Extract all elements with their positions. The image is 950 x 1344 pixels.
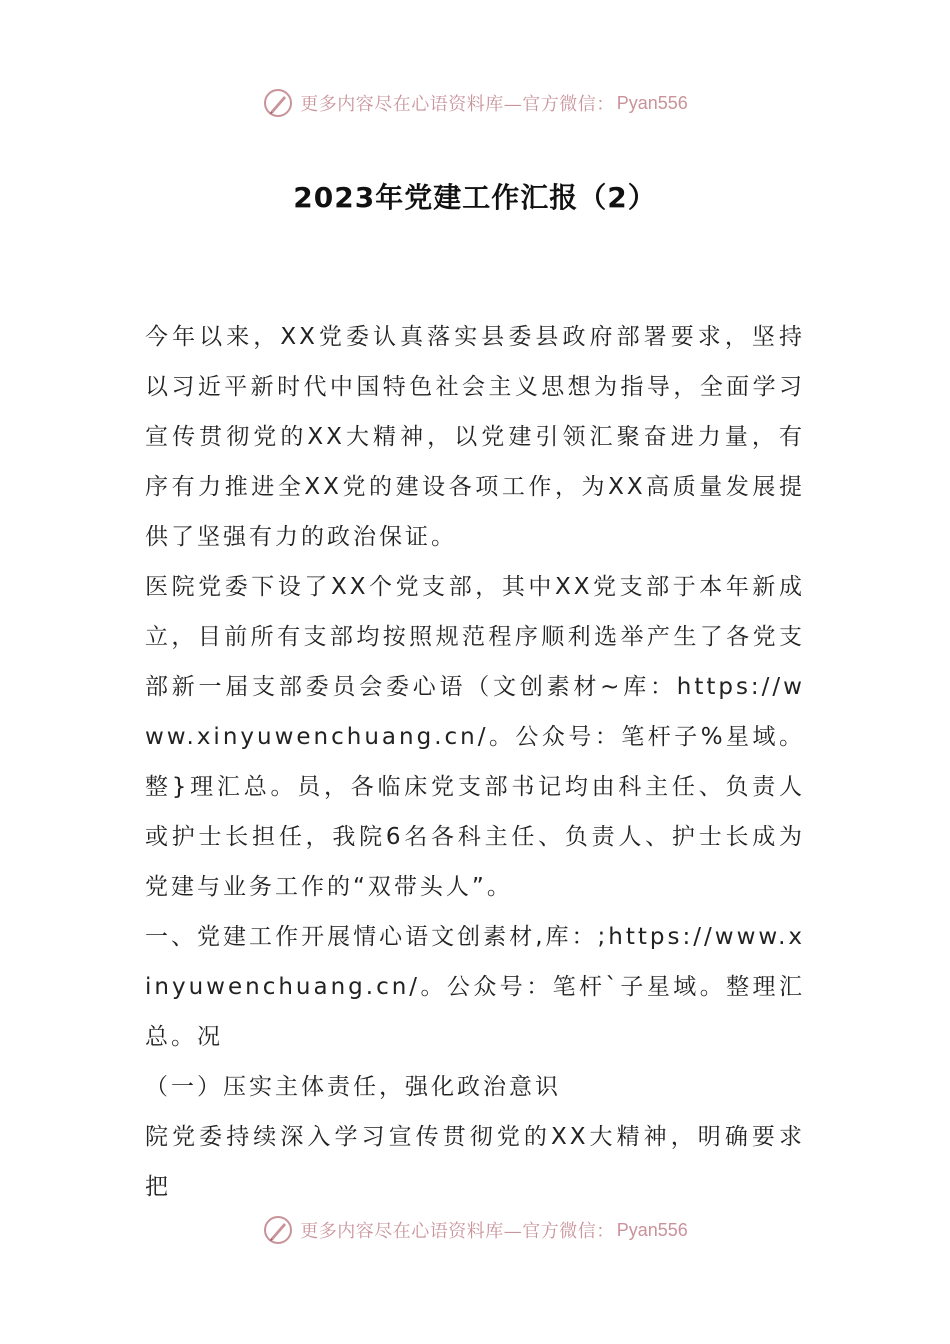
header-watermark — [0, 83, 950, 123]
watermark-wechat-id: Pyan556 — [616, 1219, 688, 1240]
quill-logo-icon — [262, 1214, 294, 1246]
document-body — [145, 312, 805, 1212]
watermark-text: 更多内容尽在心语资料库—官方微信： — [300, 1221, 615, 1242]
section-heading-1: 一、党建工作开展情心语文创素材,库：;https://www.xinyuwenchuang.cn/。公众号：笔杆`子星域。整理汇总。况 — [145, 924, 805, 1050]
paragraph-intro: 今年以来，XX党委认真落实县委县政府部署要求，坚持以习近平新时代中国特色社会主义思想为指导，全面学习宣传贯彻党的XX大精神，以党建引领汇聚奋进力量，有序有力推进全XX党的建设各项工作，为XX高质量发展提供了坚强有力的政治保证。 — [145, 324, 805, 550]
quill-logo-icon — [262, 87, 294, 119]
subsection-heading-1: （一）压实主体责任，强化政治意识 — [145, 1074, 561, 1100]
paragraph-branches: 医院党委下设了XX个党支部，其中XX党支部于本年新成立，目前所有支部均按照规范程序顺利选举产生了各党支部新一届支部委员会委心语（文创素材~库：https://www.xinyuwenchuang.cn/。公众号：笔杆子%星域。整}理汇总。员，各临床党支部书记均由科主任、负责人或护士长担任，我院6名各科主任、负责人、护士长成为党建与业务工作的“双带头人”。 — [145, 574, 805, 900]
watermark-text: 更多内容尽在心语资料库—官方微信： — [300, 94, 615, 115]
paragraph-subsection-1: 院党委持续深入学习宣传贯彻党的XX大精神，明确要求把 — [145, 1124, 805, 1200]
footer-watermark — [0, 1210, 950, 1250]
document-title: 2023年党建工作汇报（2） — [293, 181, 657, 214]
watermark-wechat-id: Pyan556 — [616, 92, 688, 113]
